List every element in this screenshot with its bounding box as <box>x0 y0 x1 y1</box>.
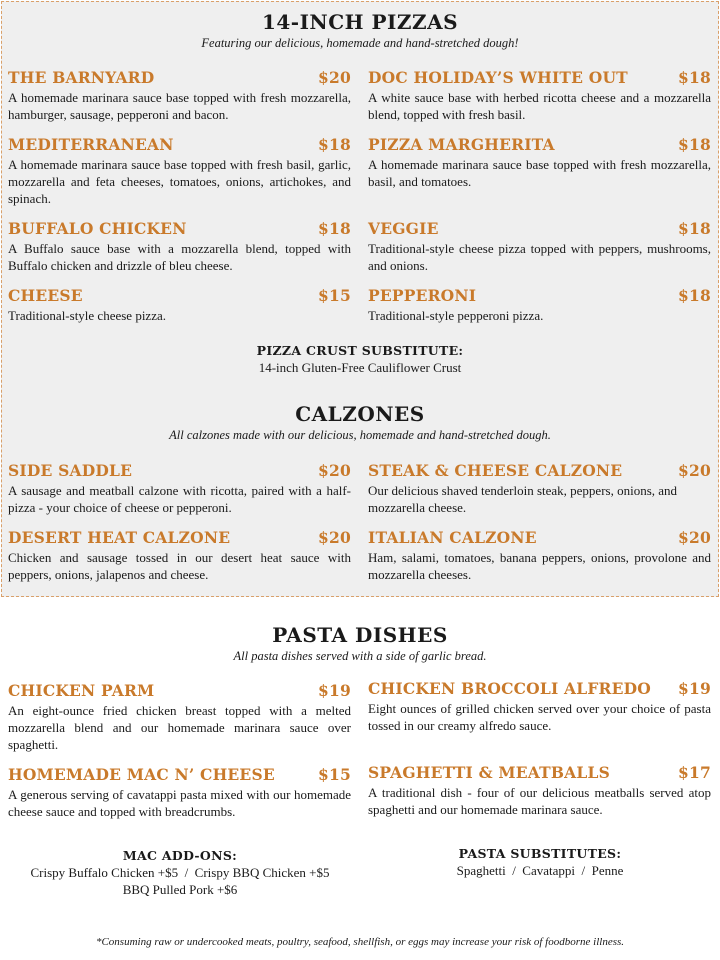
item-description: An eight-ounce fried chicken breast topped with a melted mozzarella blend and our homemade marinara sauce over spaghetti. <box>8 703 351 752</box>
calzones-subtitle: All calzones made with our delicious, homemade and hand-stretched dough. <box>169 428 551 442</box>
pizzas-title: 14-INCH PIZZAS <box>261 10 459 34</box>
item-name: MEDITERRANEAN <box>8 135 174 154</box>
menu-item <box>8 462 351 516</box>
pasta-substitutes-text: Spaghetti / Cavatappi / Penne <box>456 863 624 878</box>
item-name: CHICKEN BROCCOLI ALFREDO <box>368 679 651 698</box>
item-price: $20 <box>318 68 351 87</box>
item-description: A sausage and meatball calzone with ricotta, paired with a half-pizza - your choice of cheese or pepperoni. <box>8 483 351 515</box>
item-description: Traditional-style cheese pizza topped with peppers, mushrooms, and onions. <box>368 241 711 273</box>
item-description: A homemade marinara sauce base topped with fresh basil, garlic, mozzarella and feta cheeses, tomatoes, onions, artichokes, and spinach. <box>8 157 351 206</box>
item-description: Ham, salami, tomatoes, banana peppers, onions, provolone and mozzarella cheeses. <box>368 550 711 582</box>
item-price: $18 <box>678 68 711 87</box>
crust-substitute-title: PIZZA CRUST SUBSTITUTE: <box>256 343 464 358</box>
item-description: A homemade marinara sauce base topped with fresh mozzarella, hamburger, sausage, pepperoni and bacon. <box>8 90 351 122</box>
item-price: $19 <box>318 681 351 700</box>
menu-item <box>8 287 351 324</box>
pasta-title: PASTA DISHES <box>272 623 448 647</box>
item-description: A traditional dish - four of our delicious meatballs served atop spaghetti and our homemade marinara sauce. <box>368 785 711 817</box>
item-name: DESERT HEAT CALZONE <box>8 528 231 547</box>
pasta-substitutes-title: PASTA SUBSTITUTES: <box>458 846 622 861</box>
menu-item <box>8 529 351 583</box>
menu-item <box>368 220 711 274</box>
item-price: $20 <box>318 461 351 480</box>
crust-substitute-text: 14-inch Gluten-Free Cauliflower Crust <box>258 360 462 375</box>
item-name: DOC HOLIDAY’S WHITE OUT <box>368 68 628 87</box>
menu-item <box>8 682 351 753</box>
menu-item <box>368 69 711 123</box>
mac-add-ons <box>0 848 360 898</box>
menu-item <box>368 680 711 734</box>
menu-item <box>368 136 711 190</box>
pasta-substitutes <box>360 846 720 879</box>
mac-add-ons-line: BBQ Pulled Pork +$6 <box>122 882 238 897</box>
item-name: HOMEMADE MAC N’ CHEESE <box>8 765 275 784</box>
item-description: Traditional-style pepperoni pizza. <box>368 308 544 323</box>
item-price: $20 <box>678 461 711 480</box>
item-description: A Buffalo sauce base with a mozzarella blend, topped with Buffalo chicken and drizzle of bleu cheese. <box>8 241 351 273</box>
item-name: THE BARNYARD <box>8 68 155 87</box>
menu-item <box>368 529 711 583</box>
item-price: $20 <box>678 528 711 547</box>
item-name: CHEESE <box>8 286 83 305</box>
item-name: PEPPERONI <box>368 286 477 305</box>
mac-add-ons-line: Crispy Buffalo Chicken +$5 / Crispy BBQ Chicken +$5 <box>30 865 330 880</box>
item-price: $20 <box>318 528 351 547</box>
item-description: Traditional-style cheese pizza. <box>8 308 166 323</box>
item-description: A homemade marinara sauce base topped with fresh mozzarella, basil, and tomatoes. <box>368 157 711 189</box>
item-price: $18 <box>678 135 711 154</box>
mac-add-ons-title: MAC ADD-ONS: <box>122 848 238 863</box>
item-name: SPAGHETTI & MEATBALLS <box>368 763 610 782</box>
menu-item <box>8 136 351 207</box>
item-price: $15 <box>318 286 351 305</box>
item-name: BUFFALO CHICKEN <box>8 219 187 238</box>
item-price: $18 <box>318 135 351 154</box>
item-price: $18 <box>318 219 351 238</box>
menu-item <box>368 764 711 818</box>
item-description: Our delicious shaved tenderloin steak, peppers, onions, and mozzarella cheese. <box>368 483 678 515</box>
item-description: Eight ounces of grilled chicken served over your choice of pasta tossed in our creamy alfredo sauce. <box>368 701 711 733</box>
item-price: $15 <box>318 765 351 784</box>
item-description: A generous serving of cavatappi pasta mixed with our homemade cheese sauce and topped with breadcrumbs. <box>8 787 351 819</box>
foodborne-illness-disclaimer: *Consuming raw or undercooked meats, poultry, seafood, shellfish, or eggs may increase your risk of foodborne illness. <box>95 936 625 948</box>
crust-substitute <box>0 343 720 376</box>
calzones-title: CALZONES <box>295 402 425 426</box>
menu-item <box>8 220 351 274</box>
item-name: VEGGIE <box>368 219 439 238</box>
item-name: PIZZA MARGHERITA <box>368 135 555 154</box>
item-description: A white sauce base with herbed ricotta cheese and a mozzarella blend, topped with fresh basil. <box>368 90 711 122</box>
menu-item <box>8 766 351 820</box>
item-name: CHICKEN PARM <box>8 681 155 700</box>
item-description: Chicken and sausage tossed in our desert heat sauce with peppers, onions, jalapenos and cheese. <box>8 550 351 582</box>
item-price: $18 <box>678 286 711 305</box>
menu-item <box>8 69 351 123</box>
item-price: $19 <box>678 679 711 698</box>
pizzas-subtitle: Featuring our delicious, homemade and hand-stretched dough! <box>201 36 519 50</box>
item-name: SIDE SADDLE <box>8 461 133 480</box>
item-price: $18 <box>678 219 711 238</box>
item-price: $17 <box>678 763 711 782</box>
menu-item <box>368 462 711 516</box>
item-name: ITALIAN CALZONE <box>368 528 537 547</box>
pasta-subtitle: All pasta dishes served with a side of garlic bread. <box>233 649 487 663</box>
item-name: STEAK & CHEESE CALZONE <box>368 461 623 480</box>
menu-item <box>368 287 711 324</box>
